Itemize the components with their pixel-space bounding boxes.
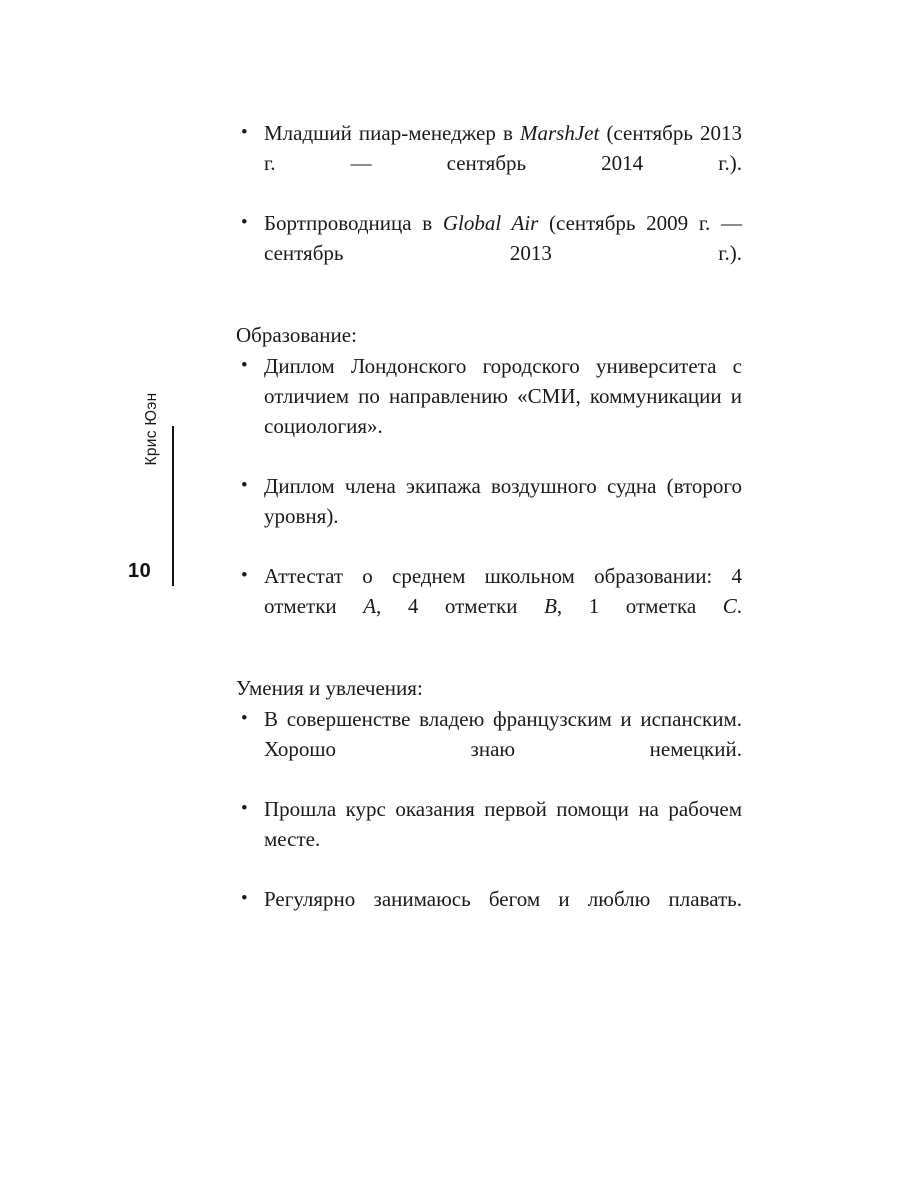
list-item <box>236 704 742 794</box>
list-item-text <box>264 561 742 651</box>
bullet-icon: • <box>241 708 248 729</box>
bullet-list <box>236 351 742 651</box>
italic-run: MarshJet <box>520 121 600 145</box>
block-spacer <box>236 298 742 320</box>
bullet-icon: • <box>241 355 248 376</box>
list-item <box>236 794 742 884</box>
content-blocks <box>236 118 742 944</box>
section-heading: Образование: <box>236 323 357 347</box>
text-run: Бортпроводница в <box>264 211 443 235</box>
bullet-icon: • <box>241 122 248 143</box>
text-run: Диплом Лондонского городского университета с отличием по направлению «СМИ, коммуникации и социология». <box>264 354 742 438</box>
section-heading: Умения и увлечения: <box>236 676 423 700</box>
margin-running-head-block <box>120 392 180 600</box>
text-run: (сентябрь 2013 г. — сентябрь 2014 г.). <box>264 121 743 175</box>
list-item <box>236 884 742 944</box>
text-run: Аттестат о среднем школьном образовании: 4 отметки <box>264 564 742 618</box>
text-run: Младший пиар-менеджер в <box>264 121 520 145</box>
list-item-text <box>264 471 742 561</box>
text-run: Регулярно занимаюсь бегом и люблю плавать. <box>264 887 742 911</box>
list-item-text <box>264 884 742 944</box>
text-run: Прошла курс оказания первой помощи на рабочем месте. <box>264 797 742 851</box>
text-run: , 4 отметки <box>376 594 545 618</box>
page-text-column <box>236 118 742 944</box>
text-run: (сентябрь 2009 г. — сентябрь 2013 г.). <box>264 211 742 265</box>
bullet-icon: • <box>241 475 248 496</box>
margin-divider-rule <box>172 426 174 586</box>
list-item <box>236 351 742 471</box>
italic-run: B <box>544 594 557 618</box>
list-item-text <box>264 704 742 794</box>
bullet-icon: • <box>241 888 248 909</box>
list-item-text <box>264 208 742 298</box>
list-item <box>236 118 742 208</box>
bullet-icon: • <box>241 565 248 586</box>
list-item <box>236 471 742 561</box>
page-number: 10 <box>128 560 152 582</box>
text-run: , 1 отметка <box>556 594 723 618</box>
italic-run: Global Air <box>442 211 539 235</box>
list-item <box>236 561 742 651</box>
list-item-text <box>264 118 742 208</box>
running-head-author: Крис Юэн <box>143 392 160 466</box>
list-item <box>236 208 742 298</box>
bullet-list <box>236 118 742 298</box>
italic-run: A <box>363 594 377 618</box>
text-run: Диплом члена экипажа воздушного судна (второго уровня). <box>264 474 742 528</box>
list-item-text <box>264 351 742 471</box>
text-run: В совершенстве владею французским и испанским. Хорошо знаю немецкий. <box>264 707 742 761</box>
italic-run: C <box>722 594 737 618</box>
bullet-list <box>236 704 742 944</box>
list-item-text <box>264 794 742 884</box>
block-spacer <box>236 651 742 673</box>
text-run: . <box>736 594 742 618</box>
bullet-icon: • <box>241 212 248 233</box>
bullet-icon: • <box>241 798 248 819</box>
